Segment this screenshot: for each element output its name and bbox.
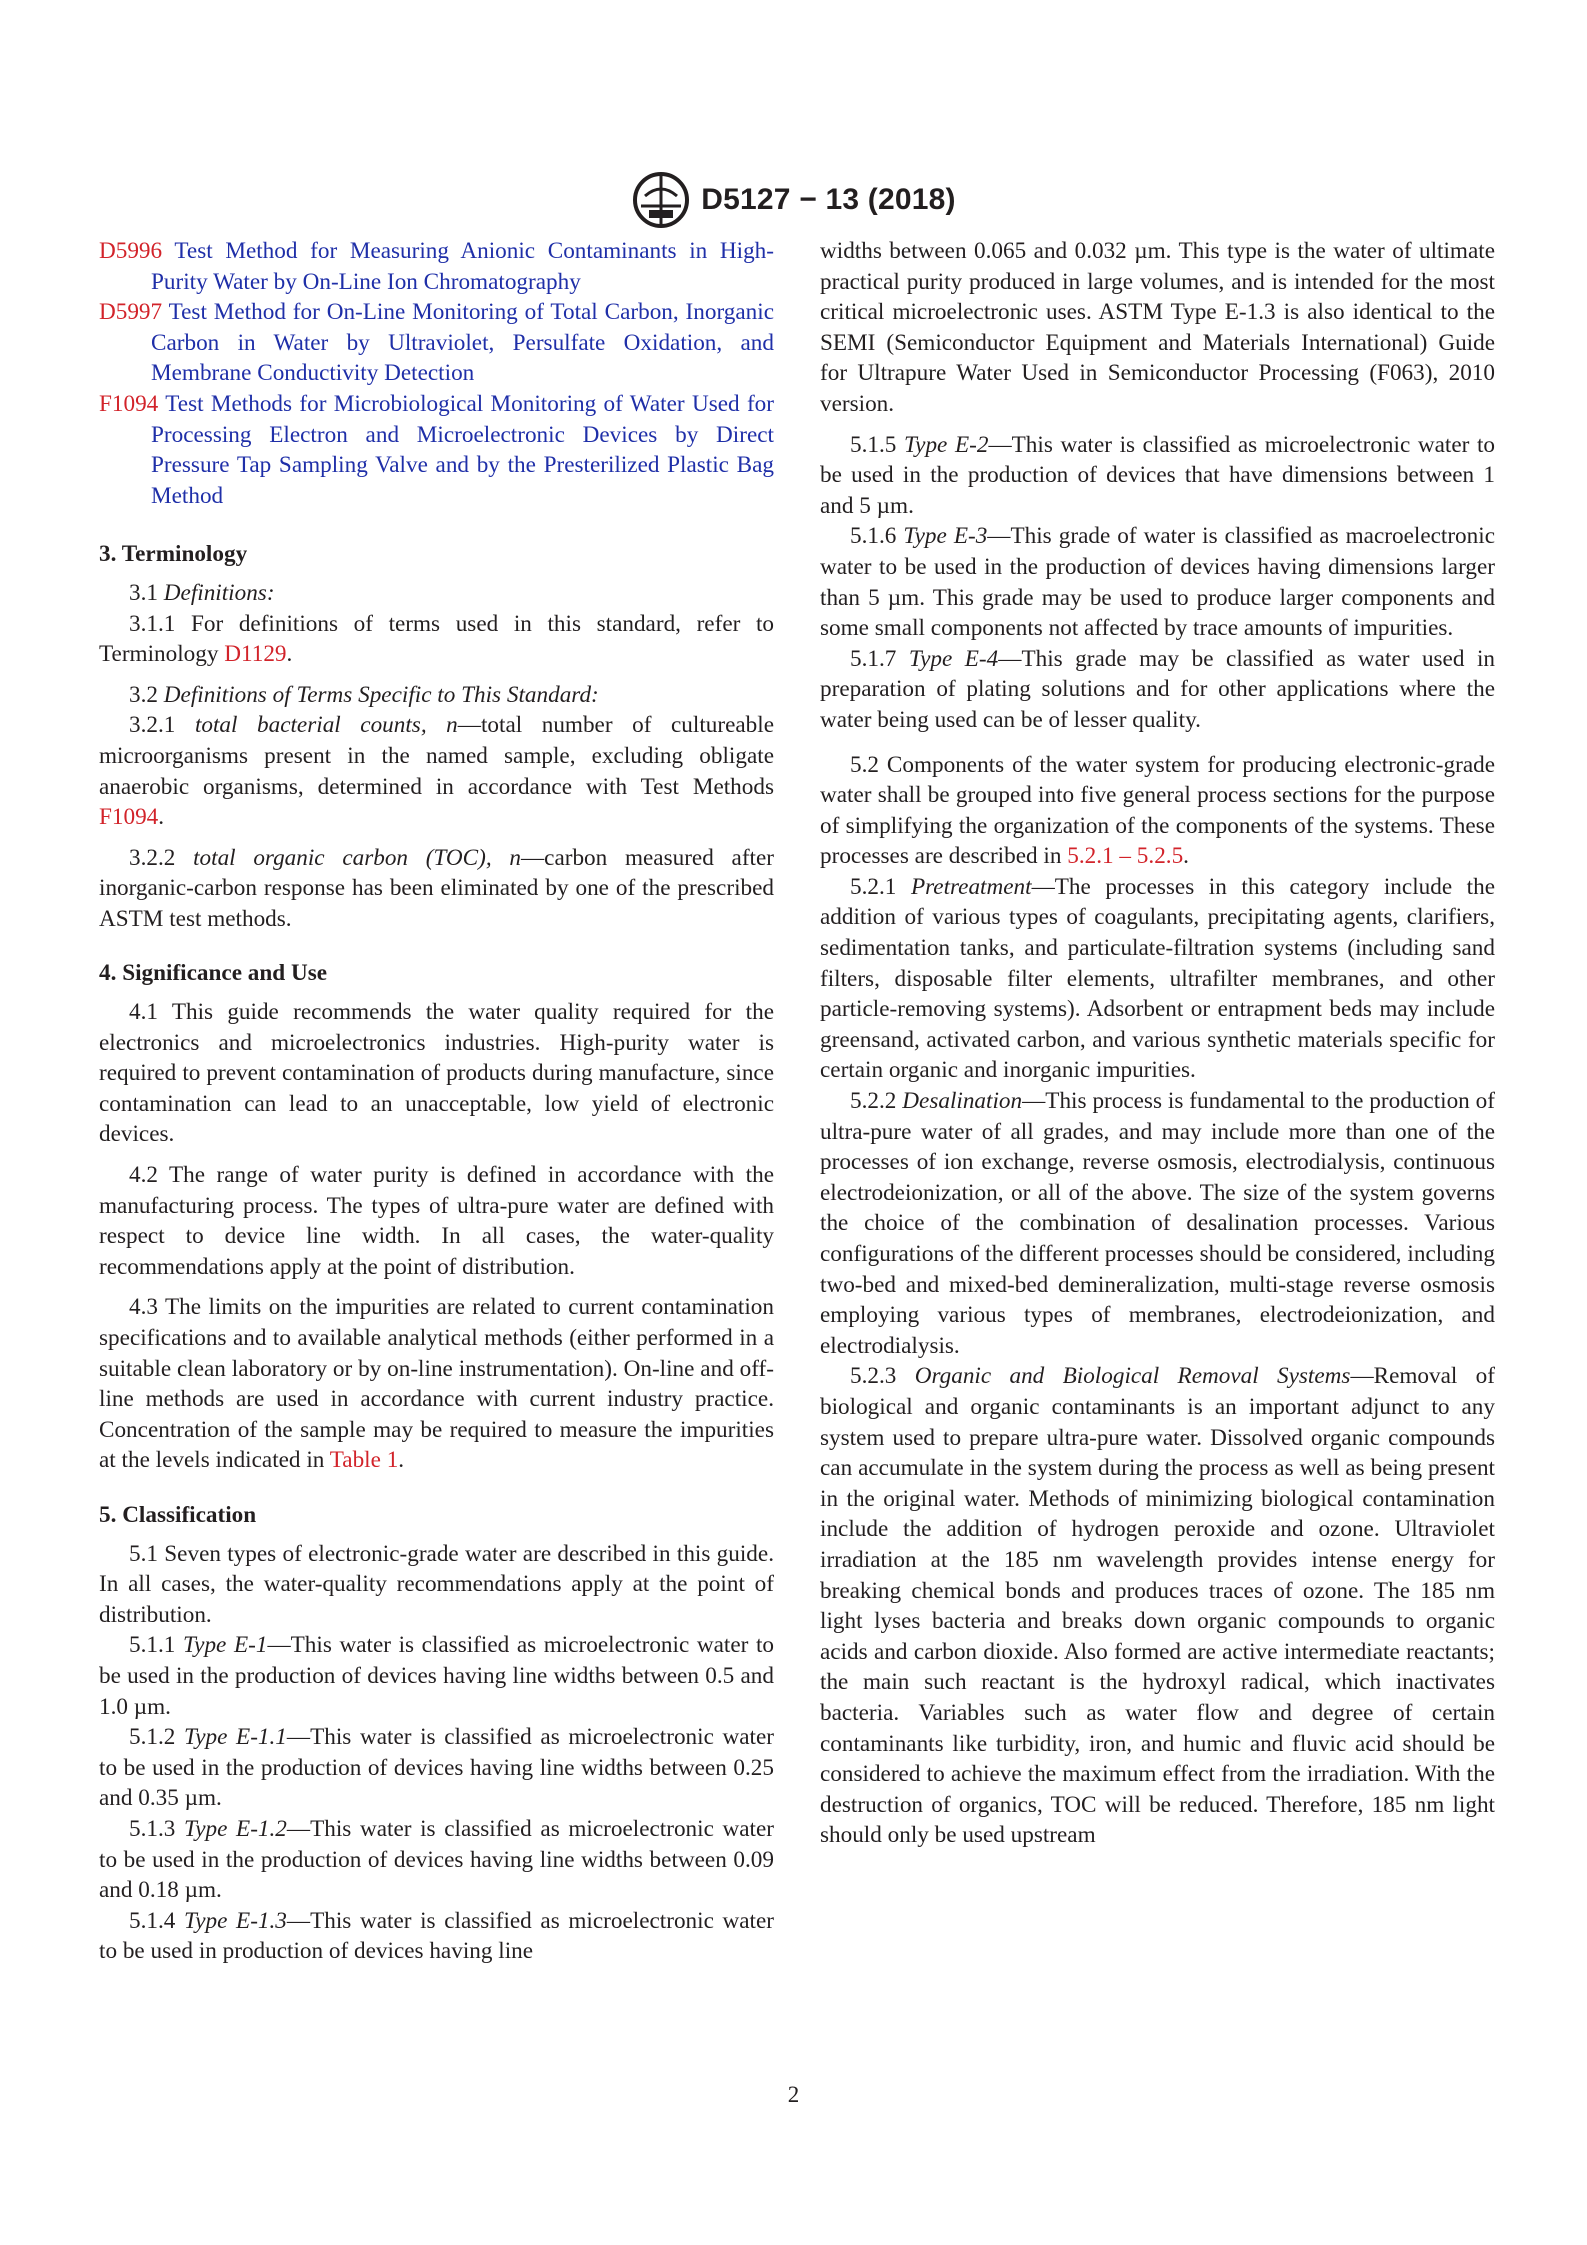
paragraph-text: —This water is classified as microelectronic water to be used in the production of devices that have dimensions between 1 and 5 µm. [820, 431, 1495, 519]
paragraph-text: —The processes in this category include the addition of various types of coagulants, precipitating agents, clarifiers, sedimentation tanks, and particulate-filtration systems (including sand filters, disposable filter elements, ultrafilter membranes, and other particle-removing systems). Adsorbent or entrapment beds may include greensand, activated carbon, and various synthetic materials specific for certain organic and inorganic impurities. [820, 873, 1496, 1084]
reference-title: Test Method for Measuring Anionic Contaminants in High-Purity Water by On-Line Ion Chromatography [151, 238, 774, 295]
water-type-name: Type E-1.2 [184, 1815, 287, 1842]
process-name: Pretreatment [910, 873, 1032, 900]
paragraph-number: 5.1.1 [129, 1632, 176, 1659]
water-type-name: Type E-1 [183, 1632, 268, 1659]
paragraph-5-1-6 [820, 521, 1495, 643]
paragraph-4-3 [99, 1292, 774, 1476]
reference-title: Test Method for On-Line Monitoring of Total Carbon, Inorganic Carbon in Water by Ultraviolet, Persulfate Oxidation, and Membrane Conductivity Detection [151, 299, 774, 387]
paragraph-3-2 [99, 680, 774, 711]
paragraph-number: 5.1.4 [129, 1907, 176, 1934]
paragraph-number: 3.2.2 [129, 844, 176, 871]
paragraph-number: 3.2.1 [129, 712, 176, 739]
paragraph-5-1-1 [99, 1630, 774, 1722]
paragraph-3-2-2 [99, 843, 774, 935]
paragraph-number: 5.1.5 [850, 431, 897, 458]
paragraph-5-2-3 [820, 1361, 1495, 1851]
paragraph-text: —This water is classified as microelectronic water to be used in the production of devices having line widths between 0.09 and 0.18 µm. [99, 1815, 775, 1904]
paragraph-number: 5.2.1 [850, 873, 897, 900]
paragraph-4-1: 4.1 This guide recommends the water quality required for the electronics and microelectronics industries. High-purity water is required to prevent contamination of products during manufacture, since contamination can lead to an unacceptable, low yield of electronic devices. [99, 999, 774, 1148]
paragraph-5-1-4 [99, 1906, 774, 1967]
paragraph-number: 5.2.3 [850, 1363, 897, 1390]
page-number: 2 [787, 2082, 800, 2107]
paragraph-number: 5.1.3 [129, 1815, 176, 1842]
link-d1129[interactable]: D1129 [224, 641, 287, 668]
paragraph-5-1-4-continued: widths between 0.065 and 0.032 µm. This type is the water of ultimate practical purity produced in large volumes, and is intended for the most critical microelectronic uses. ASTM Type E-1.3 is also identical to the SEMI (Semiconductor Equipment and Materials International) Guide for Ultrapure Water Used in Semiconductor Processing (F063), 2010 version. [820, 238, 1495, 417]
reference-title: Test Methods for Microbiological Monitoring of Water Used for Processing Electron and Microelectronic Devices by Direct Pressure Tap Sampling Valve and by the Presterilized Plastic Bag Method [151, 390, 774, 509]
paragraph-tail: . [1183, 843, 1189, 870]
paragraph-text: —This grade of water is classified as macroelectronic water to be used in the production of devices having dimensions larger than 5 µm. This grade may be used to produce larger components and some small components not affected by trace amounts of impurities. [820, 523, 1495, 642]
paragraph-number: 5.1.7 [850, 645, 897, 672]
water-type-name: Type E-1.3 [184, 1907, 287, 1934]
paragraph-5-1-5 [820, 430, 1495, 522]
reference-code[interactable]: D5996 [99, 238, 163, 264]
paragraph-text: —This water is classified as microelectronic water to be used in the production of devices having line widths between 0.5 and 1.0 µm. [99, 1632, 774, 1720]
paragraph-number: 3.1 [129, 579, 158, 606]
paragraph-number: 3.2 [129, 681, 158, 708]
paragraph-text: 5.2 Components of the water system for producing electronic-grade water shall be grouped into five general process sections for the purpose of simplifying the organization of the components of the systems. These processes are described in [820, 751, 1495, 870]
defined-term: total bacterial counts, n [194, 712, 458, 739]
reference-code[interactable]: F1094 [99, 390, 159, 417]
link-5-2-1-5-2-5[interactable]: 5.2.1 – 5.2.5 [1067, 843, 1184, 870]
section-heading-classification: 5. Classification [99, 1501, 257, 1528]
paragraph-text: 4.3 The limits on the impurities are related to current contamination specifications and to available analytical methods (either performed in a suitable clean laboratory or by on-line instrumentation). On-line and off-line methods are used in accordance with current industry practice. Concentration of the sample may be required to measure the impurities at the levels indicated in [99, 1294, 774, 1474]
reference-f1094 [99, 389, 774, 511]
paragraph-text: —carbon measured after inorganic-carbon response has been eliminated by one of the prescribed ASTM test methods. [99, 844, 774, 932]
paragraph-title: Definitions: [163, 579, 275, 606]
paragraph-text: —This water is classified as microelectronic water to be used in production of devices having line [99, 1907, 775, 1965]
page-header [0, 168, 1587, 232]
paragraph-tail: . [398, 1447, 405, 1474]
left-column [99, 236, 774, 1967]
section-heading-significance: 4. Significance and Use [99, 960, 328, 987]
paragraph-5-1-2 [99, 1722, 774, 1814]
paragraph-3-1 [99, 578, 774, 609]
process-name: Organic and Biological Removal Systems [914, 1363, 1351, 1390]
process-name: Desalination [902, 1088, 1023, 1115]
document-designation: D5127 − 13 (2018) [701, 183, 956, 216]
paragraph-number: 5.2.2 [850, 1088, 897, 1115]
paragraph-number: 5.1.2 [129, 1724, 176, 1751]
paragraph-text: —total number of cultureable microorganisms present in the named sample, excluding obligate anaerobic organisms, determined in accordance with Test Methods [99, 712, 774, 800]
water-type-name: Type E-3 [903, 523, 988, 550]
water-type-name: Type E-2 [904, 431, 989, 458]
defined-term: total organic carbon (TOC), n [193, 844, 521, 871]
paragraph-4-2: 4.2 The range of water purity is defined in accordance with the manufacturing process. The types of ultra-pure water are defined with respect to device line width. In all cases, the water-quality recommendations apply at the point of distribution. [99, 1162, 774, 1280]
paragraph-5-1-7 [820, 644, 1495, 736]
paragraph-tail: . [158, 804, 165, 831]
paragraph-5-2 [820, 750, 1495, 872]
water-type-name: Type E-4 [908, 645, 999, 672]
link-table-1[interactable]: Table 1 [329, 1447, 399, 1474]
reference-d5996 [99, 236, 774, 297]
water-type-name: Type E-1.1 [184, 1724, 287, 1751]
paragraph-3-2-1 [99, 710, 774, 832]
paragraph-5-1-3 [99, 1814, 774, 1906]
paragraph-title: Definitions of Terms Specific to This Standard: [163, 681, 599, 708]
paragraph-text: 3.1.1 For definitions of terms used in this standard, refer to Terminology [99, 610, 774, 668]
section-heading-terminology: 3. Terminology [99, 541, 248, 568]
paragraph-text: —This process is fundamental to the production of ultra-pure water of all grades, and may include more than one of the processes of ion exchange, reverse osmosis, electrodialysis, continuous electrodeionization, or all of the above. The size of the system governs the choice of the combination of desalination processes. Various configurations of the different processes should be considered, including two-bed and mixed-bed demineralization, multi-stage reverse osmosis employing various types of membranes, electrodeionization, and electrodialysis. [820, 1088, 1495, 1359]
link-f1094[interactable]: F1094 [99, 804, 159, 831]
paragraph-text: —Removal of biological and organic contaminants is an important adjunct to any system used to prepare ultra-pure water. Dissolved organic compounds can accumulate in the system during the process as well as being present in the original water. Methods of minimizing biological contamination include the addition of hydrogen peroxide and ozone. Ultraviolet irradiation at the 185 nm wavelength provides intense energy for breaking chemical bonds and produces traces of ozone. The 185 nm light lyses bacteria and breaks down organic compounds to organic acids and carbon dioxide. Also formed are active intermediate reactants; the main such reactant is the hydroxyl radical, which inactivates bacteria. Variables such as water flow and degree of certain contaminants like turbidity, iron, and humic and fluvic acid should be considered to achieve the maximum effect from the irradiation. With the destruction of organics, TOC will be reduced. Therefore, 185 nm light should only be used upstream [820, 1363, 1495, 1849]
paragraph-3-1-1 [99, 609, 774, 670]
paragraph-text: —This grade may be classified as water used in preparation of plating solutions and for other applications where the water being used can be of lesser quality. [820, 645, 1495, 733]
paragraph-number: 5.1.6 [850, 523, 897, 550]
paragraph-5-2-2 [820, 1086, 1495, 1361]
paragraph-5-1: 5.1 Seven types of electronic-grade water are described in this guide. In all cases, the water-quality recommendations apply at the point of distribution. [99, 1540, 774, 1628]
reference-code[interactable]: D5997 [99, 299, 163, 326]
astm-logo-icon [631, 168, 691, 232]
paragraph-text: —This water is classified as microelectronic water to be used in the production of devices having line widths between 0.25 and 0.35 µm. [99, 1724, 775, 1812]
paragraph-5-2-1 [820, 872, 1495, 1086]
paragraph-tail: . [286, 641, 293, 668]
reference-d5997 [99, 297, 774, 389]
right-column [820, 236, 1495, 1851]
